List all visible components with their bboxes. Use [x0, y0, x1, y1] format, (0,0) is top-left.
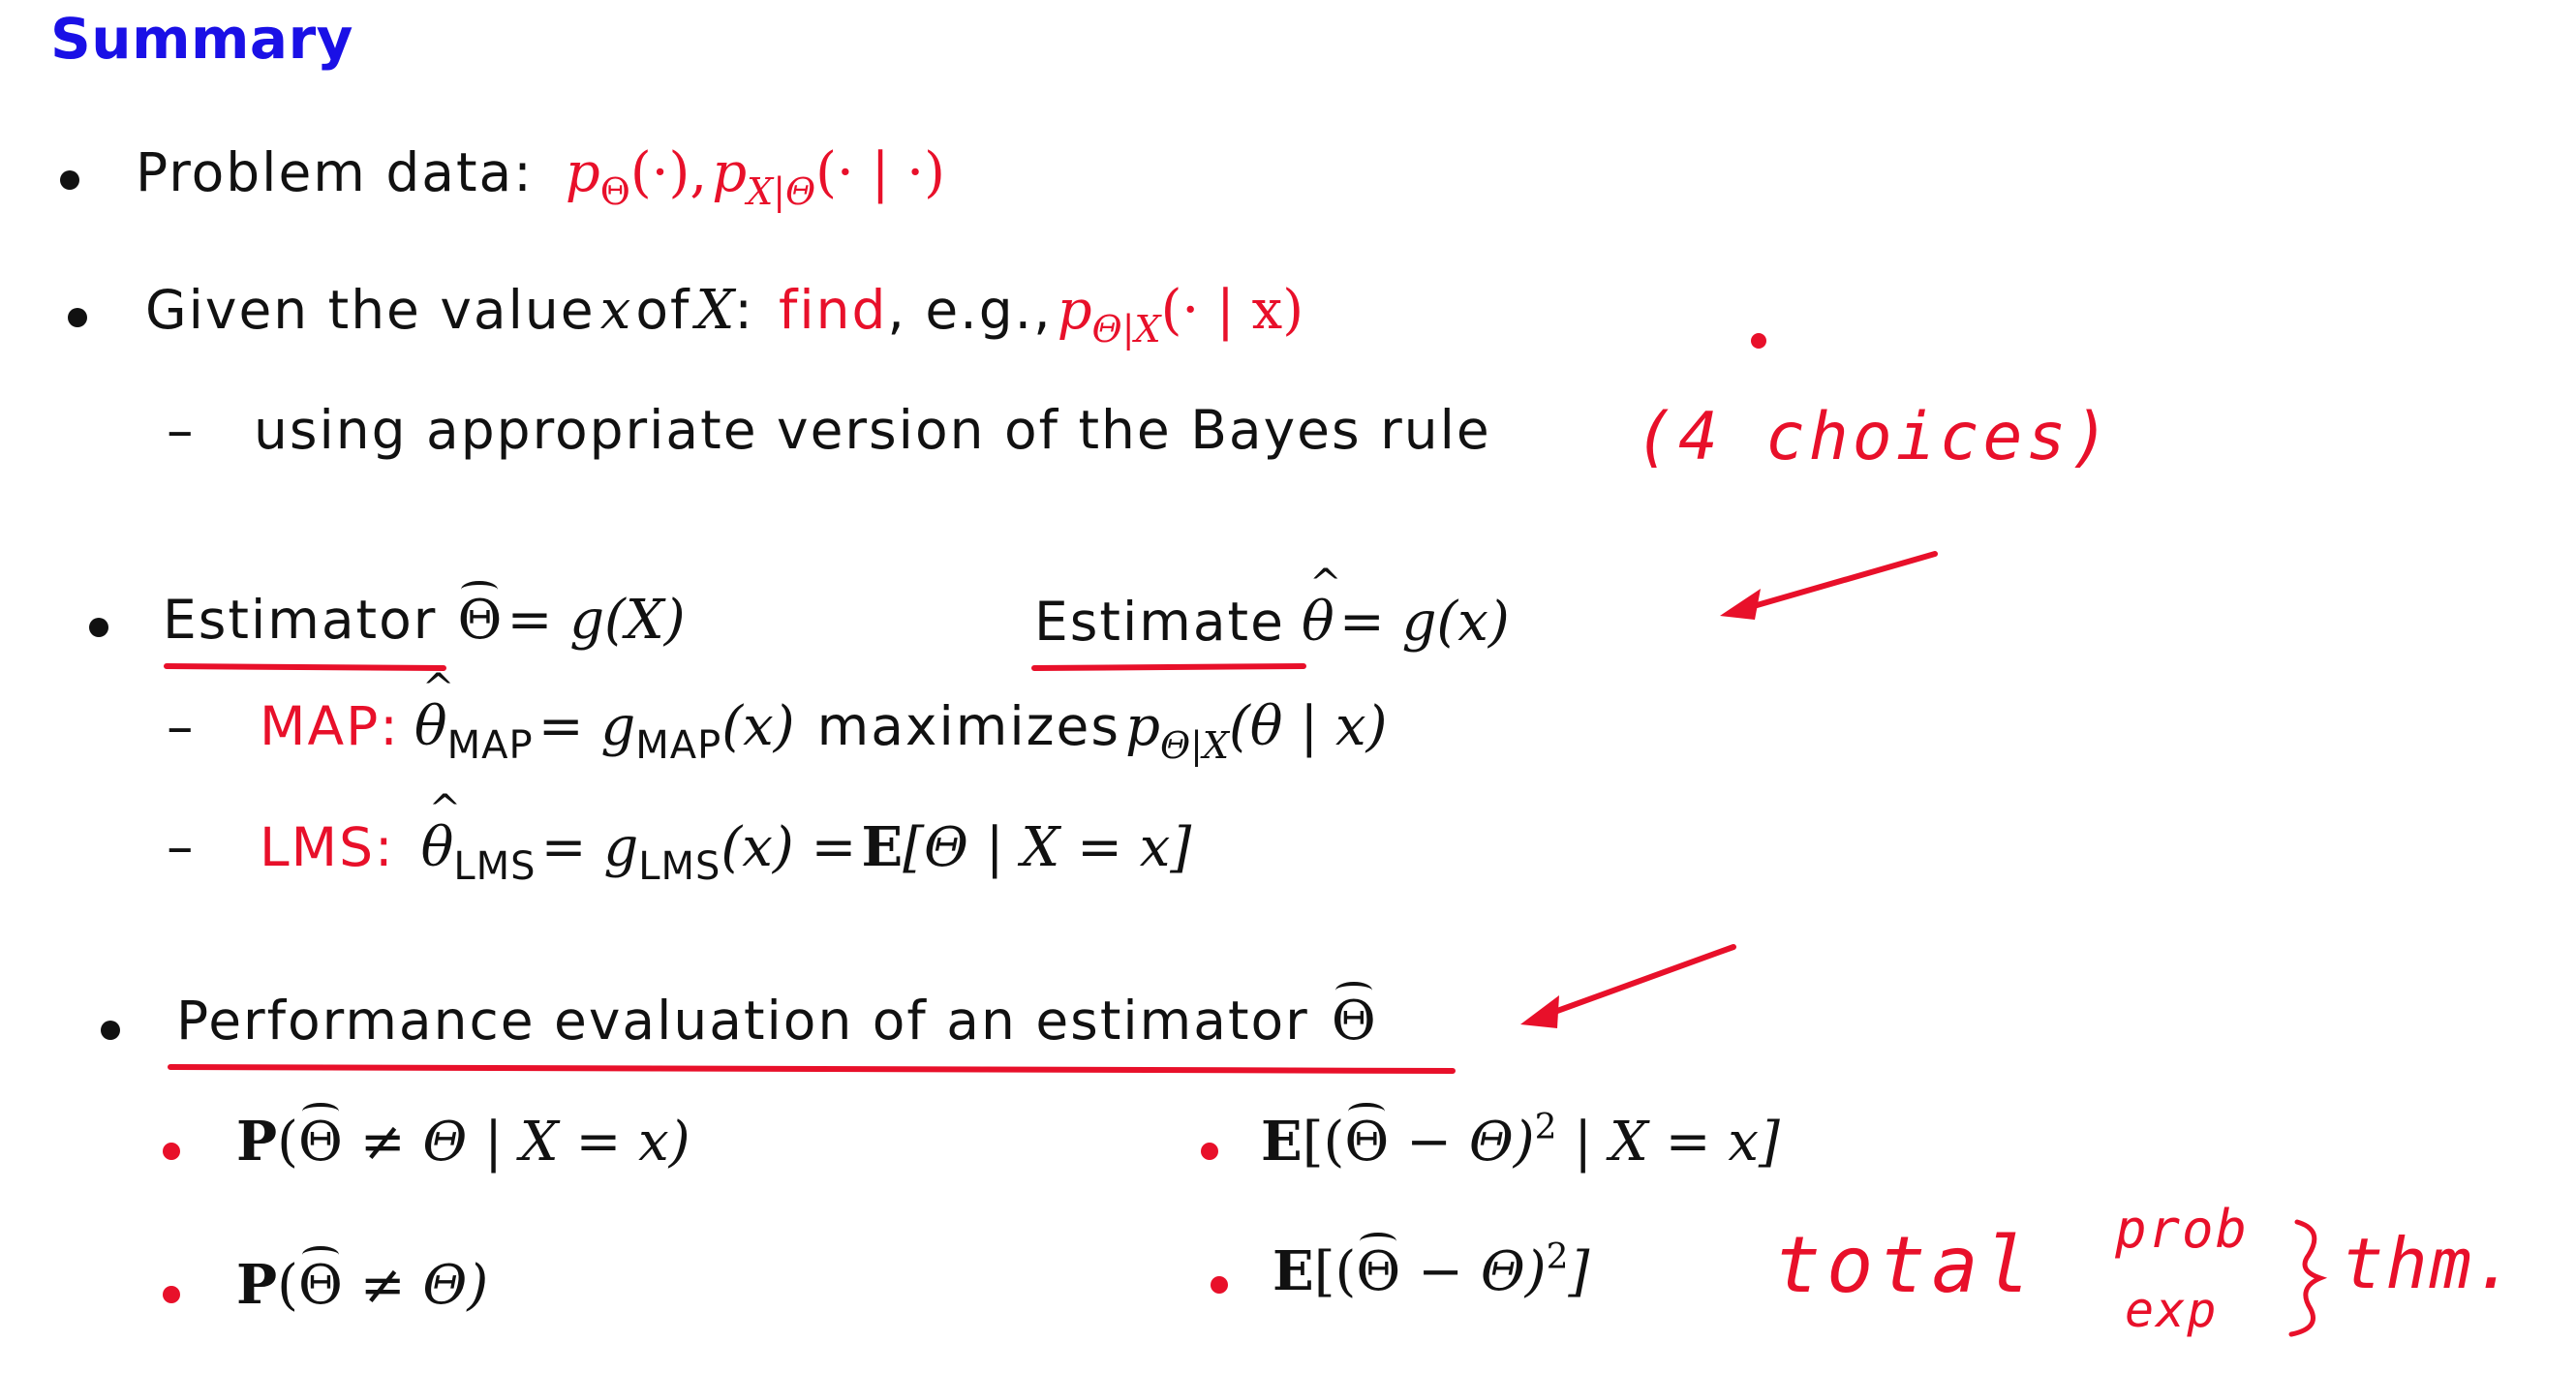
estimator-label: Estimator [163, 589, 438, 651]
map-theta: ^ θ [414, 695, 447, 758]
prior-pmf: $p_\Theta(\cdot)$ [565, 141, 690, 213]
lms-expectation: E [861, 815, 904, 879]
dash: – [167, 815, 194, 877]
estimate-label: Estimate [1034, 591, 1285, 653]
map-eq: = g [537, 695, 636, 758]
metric-mse-given-x: $E[(\Theta - \Theta)^2$ | X = x] [1261, 1108, 1780, 1174]
performance-label: Performance evaluation of an estimator [176, 990, 1309, 1052]
metric-prob-error-given-x: P(Θ ≠ Θ | X = x) [236, 1110, 690, 1174]
lms-label: LMS: [260, 816, 395, 878]
performance-underline [170, 1067, 1453, 1071]
dash: – [167, 695, 194, 757]
var-x: x [599, 279, 631, 342]
lms-expect-args: [Θ | X = x] [903, 816, 1192, 879]
map-theta-sub: MAP [446, 723, 534, 768]
map-label: MAP: [260, 695, 400, 757]
ink-dot [1751, 333, 1766, 349]
total-note: total [1774, 1220, 2037, 1310]
lms-theta-sub: LMS [453, 844, 537, 889]
arrow-to-estimate [1720, 554, 1935, 620]
bayes-rule-text: using appropriate version of the Bayes rule [254, 399, 1491, 461]
lms-args: (x) = [721, 816, 857, 879]
estimator-symbol: Θ [457, 589, 503, 652]
arrow-to-performance [1520, 947, 1733, 1028]
exp-note: exp [2125, 1282, 2219, 1338]
estimate-symbol: ^ θ [1302, 591, 1334, 654]
problem-data-label: Problem data: [136, 141, 534, 203]
brace-stroke [2291, 1222, 2320, 1334]
lms-theta: ^ θ [421, 816, 454, 879]
map-posterior: $p_{\Theta|X}(\theta$ | x) [1125, 695, 1388, 767]
lms-eq: = g [540, 816, 639, 879]
thm-note: thm. [2342, 1223, 2518, 1304]
given-text: Given the value [145, 279, 596, 341]
slide-title: Summary [50, 6, 353, 72]
estimate-eq: = g(x) [1338, 591, 1510, 654]
map-g-sub: MAP [635, 723, 722, 768]
performance-symbol: Θ [1331, 990, 1376, 1053]
var-X: X [695, 279, 735, 342]
estimate-underline [1034, 666, 1303, 668]
of-text: of [635, 279, 691, 341]
choices-note: (4 choices) [1635, 399, 2114, 475]
eg-text: , e.g., [887, 279, 1053, 341]
map-args: (x) [721, 695, 795, 758]
metric-prob-error: P(Θ ≠ Θ) [236, 1253, 489, 1317]
dash: – [167, 399, 194, 461]
posterior-pmf: $p_{\Theta|X}(\cdot$ | x) [1057, 279, 1304, 351]
prob-note: prob [2115, 1199, 2250, 1260]
find-text: find [779, 279, 888, 341]
comma: , [690, 141, 708, 204]
metric-mse: $E[(\Theta - \Theta)^2]$ [1273, 1237, 1590, 1303]
estimator-underline [167, 666, 444, 668]
colon: : [734, 279, 754, 341]
maximizes-text: maximizes [816, 695, 1120, 757]
likelihood-pmf: $p_{X|\Theta}(\cdot$ | ·) [712, 141, 945, 213]
estimator-eq: = g(X) [506, 589, 686, 652]
lms-g-sub: LMS [638, 844, 721, 889]
